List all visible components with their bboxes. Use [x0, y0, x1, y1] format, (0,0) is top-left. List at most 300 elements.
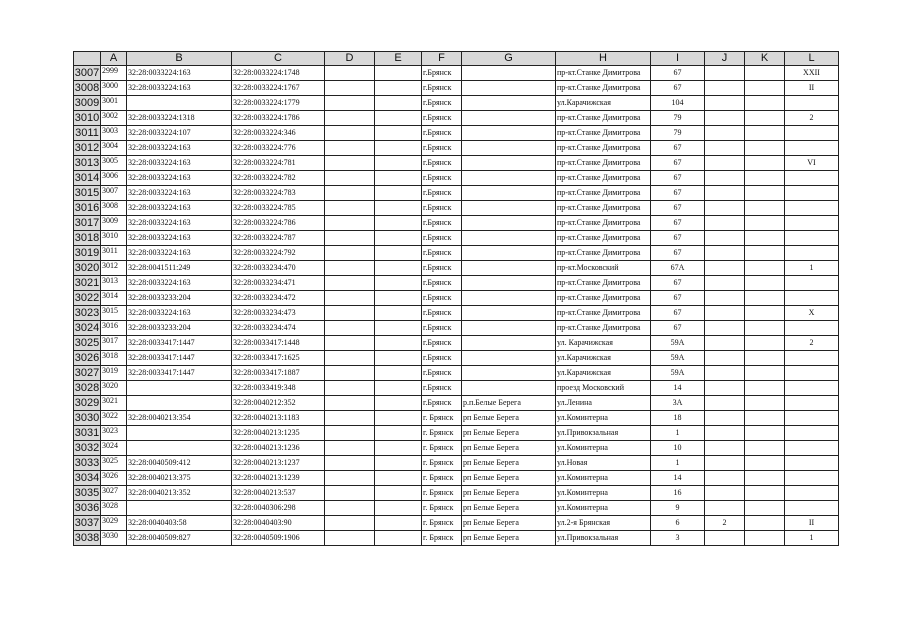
row-number[interactable]: 3016: [74, 202, 100, 214]
cell-b[interactable]: [127, 96, 232, 111]
cell-c[interactable]: 32:28:0033234:471: [232, 276, 325, 291]
cell-l[interactable]: 2: [785, 336, 839, 351]
row-number[interactable]: 3031: [74, 427, 100, 439]
cell-e[interactable]: [375, 411, 422, 426]
cell-k[interactable]: [745, 336, 785, 351]
cell-k[interactable]: [745, 231, 785, 246]
cell-f[interactable]: г.Брянск: [422, 216, 462, 231]
row-number[interactable]: 3024: [74, 322, 100, 334]
cell-g[interactable]: [462, 156, 556, 171]
cell-f[interactable]: г.Брянск: [422, 186, 462, 201]
row-number[interactable]: 3013: [74, 157, 100, 169]
cell-f[interactable]: г.Брянск: [422, 111, 462, 126]
cell-d[interactable]: [325, 171, 375, 186]
cell-i[interactable]: 67: [651, 276, 705, 291]
cell-a[interactable]: 3013: [101, 276, 127, 291]
row-number[interactable]: 3012: [74, 142, 100, 154]
cell-d[interactable]: [325, 186, 375, 201]
cell-l[interactable]: [785, 291, 839, 306]
row-number[interactable]: 3037: [74, 517, 100, 529]
cell-f[interactable]: г.Брянск: [422, 171, 462, 186]
cell-b[interactable]: 32:28:0033417:1447: [127, 366, 232, 381]
cell-b[interactable]: 32:28:0033224:163: [127, 156, 232, 171]
cell-j[interactable]: [705, 336, 745, 351]
cell-b[interactable]: 32:28:0033417:1447: [127, 351, 232, 366]
cell-b[interactable]: [127, 396, 232, 411]
row-number[interactable]: 3029: [74, 397, 100, 409]
cell-f[interactable]: г. Брянск: [422, 486, 462, 501]
cell-f[interactable]: г. Брянск: [422, 501, 462, 516]
cell-g[interactable]: рп Белые Берега: [462, 531, 556, 546]
cell-c[interactable]: 32:28:0033417:1625: [232, 351, 325, 366]
cell-k[interactable]: [745, 516, 785, 531]
cell-h[interactable]: ул.Привокзальная: [556, 426, 651, 441]
cell-e[interactable]: [375, 516, 422, 531]
row-number[interactable]: 3020: [74, 262, 100, 274]
cell-b[interactable]: 32:28:0033224:163: [127, 141, 232, 156]
cell-g[interactable]: рп Белые Берега: [462, 501, 556, 516]
cell-l[interactable]: [785, 471, 839, 486]
cell-c[interactable]: 32:28:0040213:537: [232, 486, 325, 501]
cell-d[interactable]: [325, 246, 375, 261]
cell-e[interactable]: [375, 336, 422, 351]
cell-d[interactable]: [325, 81, 375, 96]
cell-a[interactable]: 3000: [101, 81, 127, 96]
cell-a[interactable]: 3008: [101, 201, 127, 216]
cell-h[interactable]: пр-кт.Станке Димитрова: [556, 171, 651, 186]
cell-j[interactable]: [705, 321, 745, 336]
cell-i[interactable]: 10: [651, 441, 705, 456]
cell-j[interactable]: [705, 291, 745, 306]
cell-i[interactable]: 67: [651, 156, 705, 171]
cell-h[interactable]: пр-кт.Станке Димитрова: [556, 141, 651, 156]
cell-c[interactable]: 32:28:0033224:783: [232, 186, 325, 201]
cell-l[interactable]: II: [785, 516, 839, 531]
cell-i[interactable]: 67: [651, 141, 705, 156]
cell-d[interactable]: [325, 486, 375, 501]
cell-a[interactable]: 3014: [101, 291, 127, 306]
cell-l[interactable]: [785, 396, 839, 411]
cell-c[interactable]: 32:28:0040213:1236: [232, 441, 325, 456]
row-number[interactable]: 3021: [74, 277, 100, 289]
cell-i[interactable]: 67: [651, 201, 705, 216]
cell-d[interactable]: [325, 96, 375, 111]
cell-a[interactable]: 3018: [101, 351, 127, 366]
cell-d[interactable]: [325, 126, 375, 141]
cell-a[interactable]: 3029: [101, 516, 127, 531]
cell-i[interactable]: 67: [651, 246, 705, 261]
cell-g[interactable]: рп Белые Берега: [462, 426, 556, 441]
cell-f[interactable]: г.Брянск: [422, 66, 462, 81]
cell-j[interactable]: [705, 156, 745, 171]
cell-e[interactable]: [375, 66, 422, 81]
cell-j[interactable]: [705, 276, 745, 291]
cell-c[interactable]: 32:28:0033224:1748: [232, 66, 325, 81]
cell-a[interactable]: 3004: [101, 141, 127, 156]
cell-k[interactable]: [745, 411, 785, 426]
cell-f[interactable]: г.Брянск: [422, 141, 462, 156]
cell-h[interactable]: пр-кт.Станке Димитрова: [556, 291, 651, 306]
cell-k[interactable]: [745, 531, 785, 546]
cell-g[interactable]: [462, 351, 556, 366]
cell-b[interactable]: 32:28:0033224:107: [127, 126, 232, 141]
cell-g[interactable]: рп Белые Берега: [462, 486, 556, 501]
cell-h[interactable]: ул.Коминтерна: [556, 471, 651, 486]
cell-g[interactable]: [462, 231, 556, 246]
cell-l[interactable]: [785, 216, 839, 231]
cell-d[interactable]: [325, 141, 375, 156]
row-number[interactable]: 3028: [74, 382, 100, 394]
cell-d[interactable]: [325, 516, 375, 531]
cell-c[interactable]: 32:28:0033417:1887: [232, 366, 325, 381]
cell-g[interactable]: [462, 306, 556, 321]
cell-e[interactable]: [375, 351, 422, 366]
cell-a[interactable]: 3009: [101, 216, 127, 231]
cell-i[interactable]: 67: [651, 291, 705, 306]
row-number[interactable]: 3015: [74, 187, 100, 199]
cell-k[interactable]: [745, 291, 785, 306]
cell-h[interactable]: пр-кт.Станке Димитрова: [556, 246, 651, 261]
cell-j[interactable]: [705, 381, 745, 396]
cell-c[interactable]: 32:28:0033224:781: [232, 156, 325, 171]
cell-c[interactable]: 32:28:0033417:1448: [232, 336, 325, 351]
cell-l[interactable]: VI: [785, 156, 839, 171]
cell-d[interactable]: [325, 336, 375, 351]
cell-e[interactable]: [375, 306, 422, 321]
cell-i[interactable]: 9: [651, 501, 705, 516]
cell-j[interactable]: [705, 456, 745, 471]
row-number[interactable]: 3038: [74, 532, 100, 544]
cell-l[interactable]: [785, 231, 839, 246]
column-header-h[interactable]: H: [556, 52, 651, 66]
cell-e[interactable]: [375, 456, 422, 471]
cell-d[interactable]: [325, 396, 375, 411]
cell-c[interactable]: 32:28:0033224:776: [232, 141, 325, 156]
cell-j[interactable]: [705, 426, 745, 441]
cell-c[interactable]: 32:28:0033224:786: [232, 216, 325, 231]
cell-b[interactable]: 32:28:0040509:412: [127, 456, 232, 471]
cell-k[interactable]: [745, 246, 785, 261]
cell-l[interactable]: [785, 441, 839, 456]
cell-a[interactable]: 3001: [101, 96, 127, 111]
row-number[interactable]: 3007: [74, 67, 100, 79]
cell-b[interactable]: 32:28:0033224:163: [127, 276, 232, 291]
cell-c[interactable]: 32:28:0040213:1235: [232, 426, 325, 441]
cell-h[interactable]: ул.2-я Брянская: [556, 516, 651, 531]
cell-b[interactable]: 32:28:0040213:352: [127, 486, 232, 501]
cell-g[interactable]: рп Белые Берега: [462, 456, 556, 471]
row-number[interactable]: 3014: [74, 172, 100, 184]
cell-d[interactable]: [325, 291, 375, 306]
cell-f[interactable]: г. Брянск: [422, 456, 462, 471]
cell-j[interactable]: [705, 306, 745, 321]
cell-k[interactable]: [745, 486, 785, 501]
cell-j[interactable]: [705, 141, 745, 156]
cell-k[interactable]: [745, 261, 785, 276]
cell-i[interactable]: 79: [651, 126, 705, 141]
cell-g[interactable]: рп Белые Берега: [462, 411, 556, 426]
column-header-j[interactable]: J: [705, 52, 745, 66]
cell-a[interactable]: 3027: [101, 486, 127, 501]
cell-h[interactable]: пр-кт.Станке Димитрова: [556, 126, 651, 141]
cell-l[interactable]: 1: [785, 261, 839, 276]
cell-d[interactable]: [325, 471, 375, 486]
column-header-f[interactable]: F: [422, 52, 462, 66]
cell-k[interactable]: [745, 141, 785, 156]
cell-h[interactable]: ул.Ленина: [556, 396, 651, 411]
row-number[interactable]: 3010: [74, 112, 100, 124]
cell-b[interactable]: 32:28:0033224:163: [127, 201, 232, 216]
cell-d[interactable]: [325, 216, 375, 231]
cell-f[interactable]: г. Брянск: [422, 471, 462, 486]
cell-e[interactable]: [375, 171, 422, 186]
cell-i[interactable]: 67: [651, 306, 705, 321]
cell-j[interactable]: [705, 531, 745, 546]
cell-k[interactable]: [745, 201, 785, 216]
cell-f[interactable]: г. Брянск: [422, 426, 462, 441]
cell-k[interactable]: [745, 111, 785, 126]
cell-l[interactable]: [785, 141, 839, 156]
cell-g[interactable]: [462, 381, 556, 396]
cell-i[interactable]: 18: [651, 411, 705, 426]
cell-b[interactable]: 32:28:0033224:163: [127, 306, 232, 321]
cell-k[interactable]: [745, 186, 785, 201]
cell-h[interactable]: ул.Коминтерна: [556, 441, 651, 456]
cell-g[interactable]: [462, 366, 556, 381]
cell-e[interactable]: [375, 531, 422, 546]
cell-h[interactable]: проезд Московский: [556, 381, 651, 396]
cell-b[interactable]: 32:28:0033224:163: [127, 171, 232, 186]
cell-i[interactable]: 16: [651, 486, 705, 501]
cell-f[interactable]: г.Брянск: [422, 291, 462, 306]
cell-e[interactable]: [375, 471, 422, 486]
cell-d[interactable]: [325, 411, 375, 426]
row-number[interactable]: 3025: [74, 337, 100, 349]
cell-k[interactable]: [745, 126, 785, 141]
cell-a[interactable]: 3010: [101, 231, 127, 246]
cell-d[interactable]: [325, 231, 375, 246]
cell-h[interactable]: пр-кт.Станке Димитрова: [556, 276, 651, 291]
cell-d[interactable]: [325, 351, 375, 366]
cell-a[interactable]: 3005: [101, 156, 127, 171]
column-header-e[interactable]: E: [375, 52, 422, 66]
cell-f[interactable]: г.Брянск: [422, 351, 462, 366]
cell-b[interactable]: 32:28:0033417:1447: [127, 336, 232, 351]
cell-b[interactable]: [127, 441, 232, 456]
cell-c[interactable]: 32:28:0040213:1239: [232, 471, 325, 486]
cell-b[interactable]: [127, 501, 232, 516]
cell-i[interactable]: 67: [651, 171, 705, 186]
cell-j[interactable]: [705, 96, 745, 111]
cell-j[interactable]: 2: [705, 516, 745, 531]
column-header-b[interactable]: B: [127, 52, 232, 66]
cell-c[interactable]: 32:28:0033224:792: [232, 246, 325, 261]
cell-e[interactable]: [375, 396, 422, 411]
cell-g[interactable]: [462, 81, 556, 96]
cell-a[interactable]: 3028: [101, 501, 127, 516]
cell-a[interactable]: 3015: [101, 306, 127, 321]
cell-g[interactable]: [462, 126, 556, 141]
cell-i[interactable]: 59А: [651, 336, 705, 351]
cell-e[interactable]: [375, 366, 422, 381]
cell-a[interactable]: 3019: [101, 366, 127, 381]
cell-b[interactable]: 32:28:0040403:58: [127, 516, 232, 531]
row-number[interactable]: 3019: [74, 247, 100, 259]
cell-f[interactable]: г.Брянск: [422, 336, 462, 351]
row-number[interactable]: 3026: [74, 352, 100, 364]
cell-c[interactable]: 32:28:0040509:1906: [232, 531, 325, 546]
row-number[interactable]: 3036: [74, 502, 100, 514]
cell-b[interactable]: 32:28:0041511:249: [127, 261, 232, 276]
cell-i[interactable]: 1: [651, 456, 705, 471]
row-number[interactable]: 3022: [74, 292, 100, 304]
cell-l[interactable]: [785, 426, 839, 441]
cell-c[interactable]: 32:28:0033224:1786: [232, 111, 325, 126]
cell-i[interactable]: 67: [651, 66, 705, 81]
cell-h[interactable]: пр-кт.Московский: [556, 261, 651, 276]
cell-h[interactable]: пр-кт.Станке Димитрова: [556, 156, 651, 171]
cell-i[interactable]: 67: [651, 81, 705, 96]
cell-k[interactable]: [745, 66, 785, 81]
row-number[interactable]: 3023: [74, 307, 100, 319]
cell-l[interactable]: [785, 501, 839, 516]
cell-g[interactable]: рп Белые Берега: [462, 471, 556, 486]
cell-k[interactable]: [745, 471, 785, 486]
cell-b[interactable]: 32:28:0033224:1318: [127, 111, 232, 126]
cell-l[interactable]: [785, 276, 839, 291]
cell-i[interactable]: 67: [651, 186, 705, 201]
cell-h[interactable]: пр-кт.Станке Димитрова: [556, 81, 651, 96]
cell-b[interactable]: [127, 381, 232, 396]
cell-d[interactable]: [325, 501, 375, 516]
cell-k[interactable]: [745, 351, 785, 366]
cell-i[interactable]: 67: [651, 216, 705, 231]
cell-f[interactable]: г. Брянск: [422, 516, 462, 531]
row-number[interactable]: 3032: [74, 442, 100, 454]
cell-j[interactable]: [705, 351, 745, 366]
cell-j[interactable]: [705, 396, 745, 411]
cell-i[interactable]: 67А: [651, 261, 705, 276]
cell-e[interactable]: [375, 441, 422, 456]
cell-c[interactable]: 32:28:0033234:472: [232, 291, 325, 306]
cell-l[interactable]: [785, 246, 839, 261]
cell-e[interactable]: [375, 501, 422, 516]
cell-e[interactable]: [375, 246, 422, 261]
cell-d[interactable]: [325, 201, 375, 216]
cell-g[interactable]: [462, 336, 556, 351]
cell-i[interactable]: 59А: [651, 366, 705, 381]
cell-f[interactable]: г. Брянск: [422, 441, 462, 456]
cell-l[interactable]: [785, 456, 839, 471]
cell-f[interactable]: г.Брянск: [422, 156, 462, 171]
select-all-corner[interactable]: [74, 52, 101, 66]
cell-j[interactable]: [705, 471, 745, 486]
cell-d[interactable]: [325, 321, 375, 336]
cell-k[interactable]: [745, 396, 785, 411]
cell-d[interactable]: [325, 531, 375, 546]
cell-b[interactable]: 32:28:0033233:204: [127, 321, 232, 336]
cell-h[interactable]: ул.Коминтерна: [556, 486, 651, 501]
column-header-l[interactable]: L: [785, 52, 839, 66]
cell-g[interactable]: [462, 96, 556, 111]
cell-c[interactable]: 32:28:0033234:470: [232, 261, 325, 276]
cell-b[interactable]: [127, 426, 232, 441]
cell-i[interactable]: 1: [651, 426, 705, 441]
cell-c[interactable]: 32:28:0033224:785: [232, 201, 325, 216]
cell-g[interactable]: [462, 111, 556, 126]
cell-e[interactable]: [375, 186, 422, 201]
cell-i[interactable]: 14: [651, 471, 705, 486]
cell-g[interactable]: [462, 261, 556, 276]
cell-j[interactable]: [705, 201, 745, 216]
cell-g[interactable]: [462, 141, 556, 156]
cell-l[interactable]: II: [785, 81, 839, 96]
cell-h[interactable]: пр-кт.Станке Димитрова: [556, 111, 651, 126]
column-header-a[interactable]: A: [101, 52, 127, 66]
cell-k[interactable]: [745, 96, 785, 111]
cell-c[interactable]: 32:28:0033224:1767: [232, 81, 325, 96]
cell-d[interactable]: [325, 366, 375, 381]
cell-e[interactable]: [375, 426, 422, 441]
cell-i[interactable]: 67: [651, 231, 705, 246]
cell-h[interactable]: ул. Карачижская: [556, 336, 651, 351]
cell-f[interactable]: г. Брянск: [422, 411, 462, 426]
cell-l[interactable]: X: [785, 306, 839, 321]
cell-l[interactable]: XXII: [785, 66, 839, 81]
column-header-g[interactable]: G: [462, 52, 556, 66]
row-number[interactable]: 3027: [74, 367, 100, 379]
cell-f[interactable]: г.Брянск: [422, 81, 462, 96]
cell-g[interactable]: [462, 246, 556, 261]
cell-f[interactable]: г. Брянск: [422, 531, 462, 546]
cell-h[interactable]: пр-кт.Станке Димитрова: [556, 231, 651, 246]
cell-h[interactable]: ул.Коминтерна: [556, 501, 651, 516]
cell-b[interactable]: 32:28:0033224:163: [127, 81, 232, 96]
cell-k[interactable]: [745, 306, 785, 321]
cell-l[interactable]: [785, 411, 839, 426]
cell-l[interactable]: 1: [785, 531, 839, 546]
cell-c[interactable]: 32:28:0040212:352: [232, 396, 325, 411]
cell-j[interactable]: [705, 486, 745, 501]
cell-e[interactable]: [375, 276, 422, 291]
cell-f[interactable]: г.Брянск: [422, 231, 462, 246]
cell-c[interactable]: 32:28:0040306:298: [232, 501, 325, 516]
cell-d[interactable]: [325, 111, 375, 126]
cell-l[interactable]: [785, 96, 839, 111]
cell-i[interactable]: 3А: [651, 396, 705, 411]
cell-h[interactable]: ул.Карачижская: [556, 96, 651, 111]
cell-k[interactable]: [745, 156, 785, 171]
cell-l[interactable]: [785, 486, 839, 501]
cell-a[interactable]: 3020: [101, 381, 127, 396]
cell-h[interactable]: ул.Новая: [556, 456, 651, 471]
row-number[interactable]: 3018: [74, 232, 100, 244]
cell-l[interactable]: [785, 171, 839, 186]
cell-h[interactable]: пр-кт.Станке Димитрова: [556, 216, 651, 231]
cell-a[interactable]: 3022: [101, 411, 127, 426]
cell-e[interactable]: [375, 141, 422, 156]
cell-l[interactable]: [785, 381, 839, 396]
cell-a[interactable]: 3003: [101, 126, 127, 141]
cell-j[interactable]: [705, 246, 745, 261]
cell-g[interactable]: [462, 276, 556, 291]
cell-f[interactable]: г.Брянск: [422, 246, 462, 261]
cell-a[interactable]: 3011: [101, 246, 127, 261]
cell-j[interactable]: [705, 366, 745, 381]
cell-j[interactable]: [705, 411, 745, 426]
cell-i[interactable]: 6: [651, 516, 705, 531]
cell-l[interactable]: [785, 351, 839, 366]
